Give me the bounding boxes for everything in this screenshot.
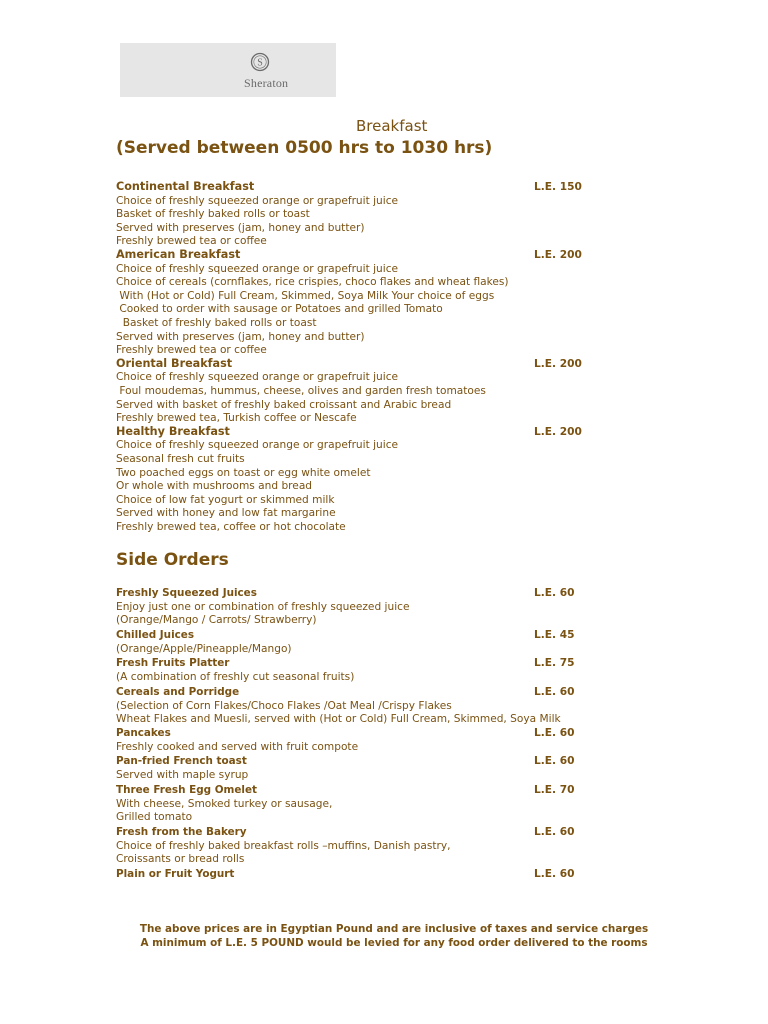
side-order-description: Served with maple syrup xyxy=(116,768,249,781)
menu-item-description: Choice of low fat yogurt or skimmed milk xyxy=(116,493,335,506)
menu-item-description: Freshly brewed tea or coffee xyxy=(116,344,267,357)
side-order-price: L.E. 60 xyxy=(534,727,575,739)
service-hours: (Served between 0500 hrs to 1030 hrs) xyxy=(116,138,493,158)
menu-item-name: Healthy Breakfast xyxy=(116,424,230,438)
menu-item-price: L.E. 200 xyxy=(534,425,582,438)
menu-item-description: Basket of freshly baked rolls or toast xyxy=(116,317,317,329)
menu-item-name: Continental Breakfast xyxy=(116,180,255,193)
side-order-price: L.E. 60 xyxy=(534,868,575,880)
side-order-price: L.E. 60 xyxy=(534,826,575,838)
side-order-description: (A combination of freshly cut seasonal fruits) xyxy=(116,670,355,683)
menu-item-description: Basket of freshly baked rolls or toast xyxy=(116,208,310,221)
side-order-price: L.E. 60 xyxy=(534,587,575,599)
side-order-description: With cheese, Smoked turkey or sausage, xyxy=(116,797,333,810)
side-order-description: (Orange/Apple/Pineapple/Mango) xyxy=(116,642,292,655)
menu-item-name: American Breakfast xyxy=(116,248,241,261)
side-orders-heading: Side Orders xyxy=(116,550,229,570)
side-order-name: Chilled Juices xyxy=(116,629,195,641)
menu-item-price: L.E. 200 xyxy=(534,357,582,370)
side-order-description: (Orange/Mango / Carrots/ Strawberry) xyxy=(116,614,317,627)
menu-item-description: Served with basket of freshly baked croissant and Arabic bread xyxy=(116,398,452,411)
footer-note-prices: The above prices are in Egyptian Pound and are inclusive of taxes and service charges xyxy=(139,923,649,935)
menu-item-description: With (Hot or Cold) Full Cream, Skimmed, Soya Milk Your choice of eggs xyxy=(116,289,495,302)
menu-item-description: Choice of freshly squeezed orange or grapefruit juice xyxy=(116,371,399,384)
side-order-name: Plain or Fruit Yogurt xyxy=(116,868,235,880)
menu-item-description: Choice of cereals (cornflakes, rice crispies, choco flakes and wheat flakes) xyxy=(116,276,509,289)
menu-item-description: Or whole with mushrooms and bread xyxy=(116,480,313,493)
side-order-name: Pancakes xyxy=(116,727,171,739)
page-title: Breakfast xyxy=(356,117,428,135)
side-order-description: Wheat Flakes and Muesli, served with (Hot or Cold) Full Cream, Skimmed, Soya Milk xyxy=(116,713,561,726)
side-order-name: Fresh from the Bakery xyxy=(116,826,247,838)
menu-item-description: Freshly brewed tea, coffee or hot chocolate xyxy=(116,521,346,533)
menu-item-description: Freshly brewed tea, Turkish coffee or Nescafe xyxy=(116,412,357,425)
menu-item-description: Served with preserves (jam, honey and butter) xyxy=(116,330,365,343)
brand-name: Sheraton xyxy=(244,76,289,90)
side-order-price: L.E. 60 xyxy=(534,686,575,698)
sheraton-logo xyxy=(120,43,336,97)
sheraton-emblem-icon xyxy=(250,52,270,72)
menu-item-name: Oriental Breakfast xyxy=(116,356,233,370)
menu-item-description: Served with preserves (jam, honey and butter) xyxy=(116,221,365,234)
side-order-price: L.E. 70 xyxy=(534,784,575,796)
menu-item-description: Choice of freshly squeezed orange or grapefruit juice xyxy=(116,262,399,275)
side-order-price: L.E. 45 xyxy=(534,629,575,641)
menu-item-description: Seasonal fresh cut fruits xyxy=(116,453,245,465)
side-order-name: Freshly Squeezed Juices xyxy=(116,587,257,599)
menu-item-price: L.E. 200 xyxy=(534,249,582,261)
side-order-name: Fresh Fruits Platter xyxy=(116,657,230,669)
side-order-name: Three Fresh Egg Omelet xyxy=(116,784,257,796)
side-order-name: Pan-fried French toast xyxy=(116,755,247,767)
menu-item-description: Cooked to order with sausage or Potatoes and grilled Tomato xyxy=(116,303,443,316)
side-order-description: Croissants or bread rolls xyxy=(116,853,245,866)
side-order-price: L.E. 60 xyxy=(534,755,575,767)
menu-item-description: Choice of freshly squeezed orange or grapefruit juice xyxy=(116,439,399,452)
side-order-price: L.E. 75 xyxy=(534,657,575,669)
side-order-description: Choice of freshly baked breakfast rolls –muffins, Danish pastry, xyxy=(116,839,451,852)
side-order-description: Freshly cooked and served with fruit compote xyxy=(116,740,359,753)
menu-item-description: Foul moudemas, hummus, cheese, olives and garden fresh tomatoes xyxy=(116,385,486,397)
menu-item-description: Freshly brewed tea or coffee xyxy=(116,235,267,248)
svg-text:S: S xyxy=(257,57,263,69)
side-order-name: Cereals and Porridge xyxy=(116,686,240,698)
menu-item-description: Served with honey and low fat margarine xyxy=(116,507,336,520)
menu-item-description: Choice of freshly squeezed orange or grapefruit juice xyxy=(116,194,399,207)
footer-note-minimum: A minimum of L.E. 5 POUND would be levied for any food order delivered to the rooms xyxy=(140,937,648,949)
side-order-description: Grilled tomato xyxy=(116,811,193,824)
menu-item-price: L.E. 150 xyxy=(534,181,582,193)
side-order-description: Enjoy just one or combination of freshly squeezed juice xyxy=(116,600,410,613)
side-order-description: (Selection of Corn Flakes/Choco Flakes /Oat Meal /Crispy Flakes xyxy=(116,699,452,712)
menu-item-description: Two poached eggs on toast or egg white omelet xyxy=(116,466,371,479)
